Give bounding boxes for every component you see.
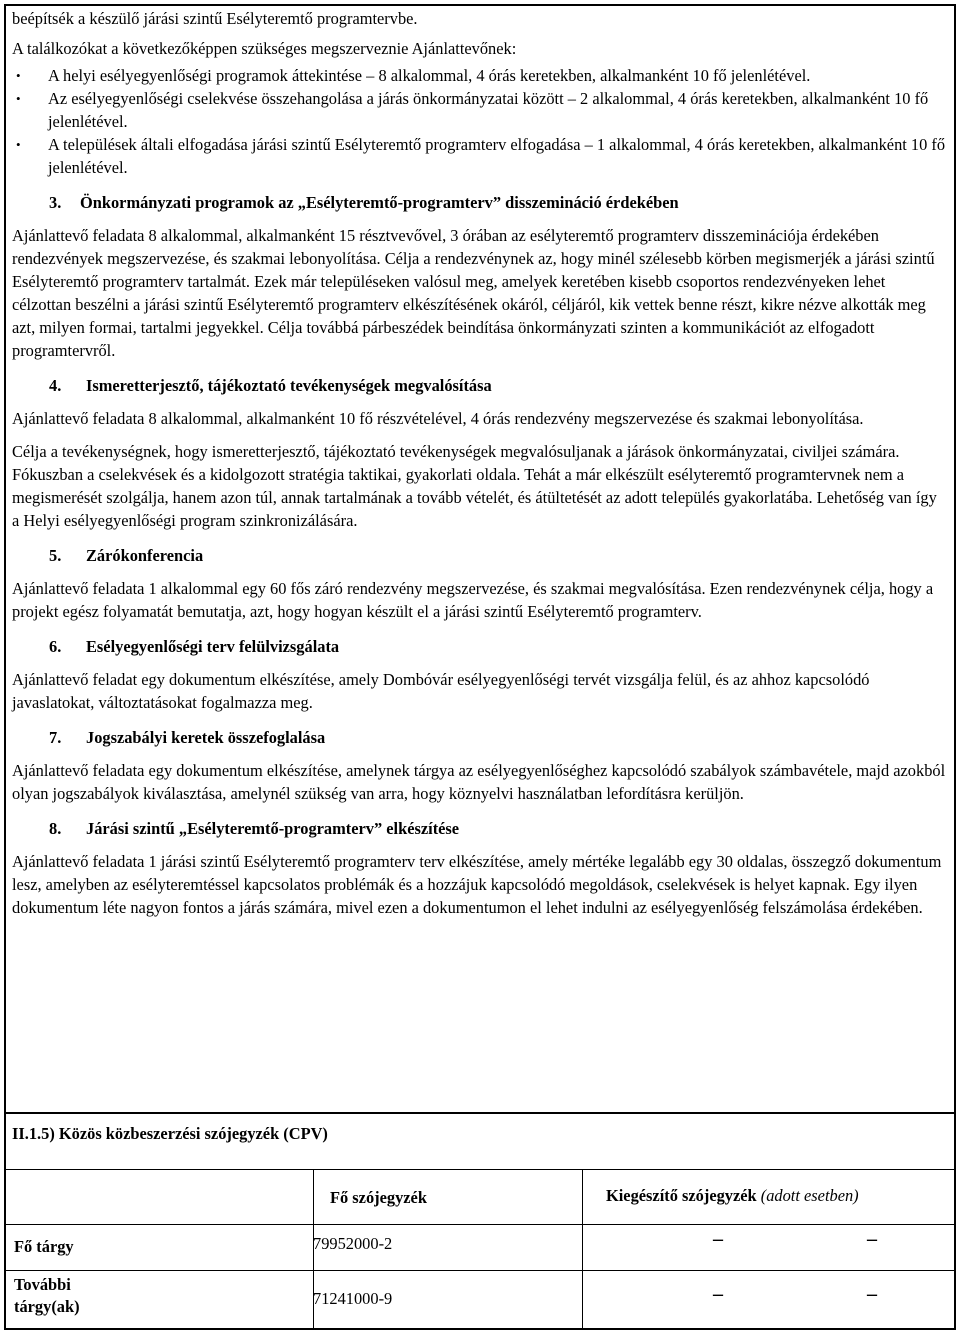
section-heading-6: 6. Esélyegyenlőségi terv felülvizsgálata bbox=[49, 637, 340, 656]
document-body bbox=[12, 7, 946, 1113]
cpv-header-main: Fő szójegyzék bbox=[330, 1188, 427, 1207]
intro-line: beépítsék a készülő járási szintű Esélyteremtő programtervbe. bbox=[12, 9, 418, 28]
cpv-row-label: További tárgy(ak) bbox=[14, 1275, 80, 1316]
section-paragraph: Ajánlattevő feladat egy dokumentum elkészítése, amely Dombóvár esélyegyenlőségi tervét vizsgálja felül, és az ahhoz kapcsolódó javaslatokat, változtatásokat fogalmazza meg. bbox=[12, 670, 870, 712]
section-paragraph: Ajánlattevő feladata 8 alkalommal, alkalmanként 10 fő részvételével, 4 órás rendezvény megszervezése és szakmai lebonyolítása. bbox=[12, 409, 864, 428]
section-heading-4: 4. Ismeretterjesztő, tájékoztató tevékenységek megvalósítása bbox=[49, 376, 492, 395]
section-paragraph: Ajánlattevő feladata 1 alkalommal egy 60 fős záró rendezvény megszervezése, és szakmai megvalósítása. Ezen rendezvénynek célja, hogy a projekt egész folyamatát bemutatja, azt, hogy hogyan készült el a járási szintű Esélyteremtő programterv. bbox=[12, 579, 934, 621]
cpv-row-label: Fő tárgy bbox=[14, 1237, 74, 1256]
list-item: • Az esélyegyenlőségi cselekvése összehangolása a járás önkormányzatai között – 2 alkalommal, 4 órás keretekben, alkalmanként 10 fő jelenlétével. bbox=[16, 89, 929, 131]
section-paragraph: Célja a tevékenységnek, hogy ismeretterjesztő, tájékoztató tevékenységek megvalósuljanak a járások önkormányzatai, civiljei számára. Fókuszban a cselekvések és a kidolgozott stratégia taktikai, gyakorlati oldala. Tehát a már elkészült esélyteremtő programtervnek nem a megismerését szolgálja, hanem azon túl, annak tartalmának a tovább vételét, és átültetését az adott település gyakorlatába. Lehetőség van így a Helyi esélyegyenlőségi program szinkronizálására. bbox=[12, 442, 937, 530]
bullet-icon: • bbox=[16, 91, 21, 106]
section-paragraph: Ajánlattevő feladata 8 alkalommal, alkalmanként 15 résztvevővel, 3 órában az esélyteremtő programterv disszeminációja érdekében rendezvények megszervezése, és szakmai lebonyolítása. Célja a rendezvénynek az, hogy minél szélesebb körben megismerjék a járási szintű Esélyteremtő programterv tartalmát. Ezek már településeken valósul meg, amelyek keretében kisebb csoportos rendezvényeken lehet célzottan beszélni a járási szintű Esélyteremtő programterv elkészítésének okáról, céljáról, kik vettek benne részt, kikre nézve alkották meg azt, milyen formai, tartalmi jegyekkel. Célja továbbá párbeszédek beindítása önkormányzati szinten a kommunikációt az elfogadott programtervről. bbox=[12, 226, 935, 360]
cpv-extra-value: – bbox=[867, 1228, 877, 1250]
cpv-section-title-bar bbox=[6, 1112, 954, 1170]
section-paragraph: Ajánlattevő feladata 1 járási szintű Esélyteremtő programterv terv elkészítése, amely mértéke legalább egy 30 oldalas, összegző dokumentum lesz, amelyben az esélyteremtéssel kapcsolatos problémák és a hozzájuk kapcsolódó megoldások, cselekvések is helyet kapnak. Egy ilyen dokumentum léte nagyon fontos a járás számára, mivel ezen a dokumentumon el lehet indulni az esélyegyenlőség felszámolása érdekében. bbox=[12, 852, 942, 917]
cpv-extra-value: – bbox=[867, 1283, 877, 1305]
section-paragraph: Ajánlattevő feladata egy dokumentum elkészítése, amelynek tárgya az esélyegyenlőséghez kapcsolódó szabályok számbavétele, majd azokból olyan jogszabályok kiválasztása, amelynél szükség van arra, hogy köznyelvi használatban lefordításra kerüljön. bbox=[12, 761, 946, 803]
list-item: • A települések általi elfogadása járási szintű Esélyteremtő programterv elfogadása – 1 alkalommal, 4 órás keretekben, alkalmanként 10 fő jelenlétével. bbox=[16, 135, 946, 177]
section-heading-5: 5. Zárókonferencia bbox=[49, 546, 204, 565]
cpv-code: 71241000-9 bbox=[313, 1289, 393, 1308]
cpv-header-extra: Kiegészítő szójegyzék (adott esetben) bbox=[606, 1186, 859, 1205]
meeting-list bbox=[12, 64, 946, 179]
section-heading-8: 8. Járási szintű „Esélyteremtő-programterv” elkészítése bbox=[49, 819, 460, 838]
cpv-table-divider bbox=[6, 1270, 954, 1271]
cpv-section-title: II.1.5) Közös közbeszerzési szójegyzék (CPV) bbox=[12, 1124, 328, 1143]
cpv-table-divider bbox=[6, 1224, 954, 1225]
bullet-icon: • bbox=[16, 68, 21, 83]
intro-lead: A találkozókat a következőképpen szükséges megszerveznie Ajánlattevőnek: bbox=[12, 39, 517, 58]
section-heading-7: 7. Jogszabályi keretek összefoglalása bbox=[49, 728, 326, 747]
cpv-extra-value: – bbox=[713, 1283, 723, 1305]
cpv-table-divider bbox=[582, 1170, 583, 1330]
cpv-code: 79952000-2 bbox=[313, 1234, 393, 1253]
cpv-extra-value: – bbox=[713, 1228, 723, 1250]
document-page bbox=[4, 4, 956, 1330]
section-heading-3: 3. Önkormányzati programok az „Esélyteremtő-programterv” disszemináció érdekében bbox=[49, 193, 679, 212]
bullet-icon: • bbox=[16, 137, 21, 152]
list-item: • A helyi esélyegyenlőségi programok áttekintése – 8 alkalommal, 4 órás keretekben, alkalmanként 10 fő jelenlétével. bbox=[16, 66, 811, 85]
